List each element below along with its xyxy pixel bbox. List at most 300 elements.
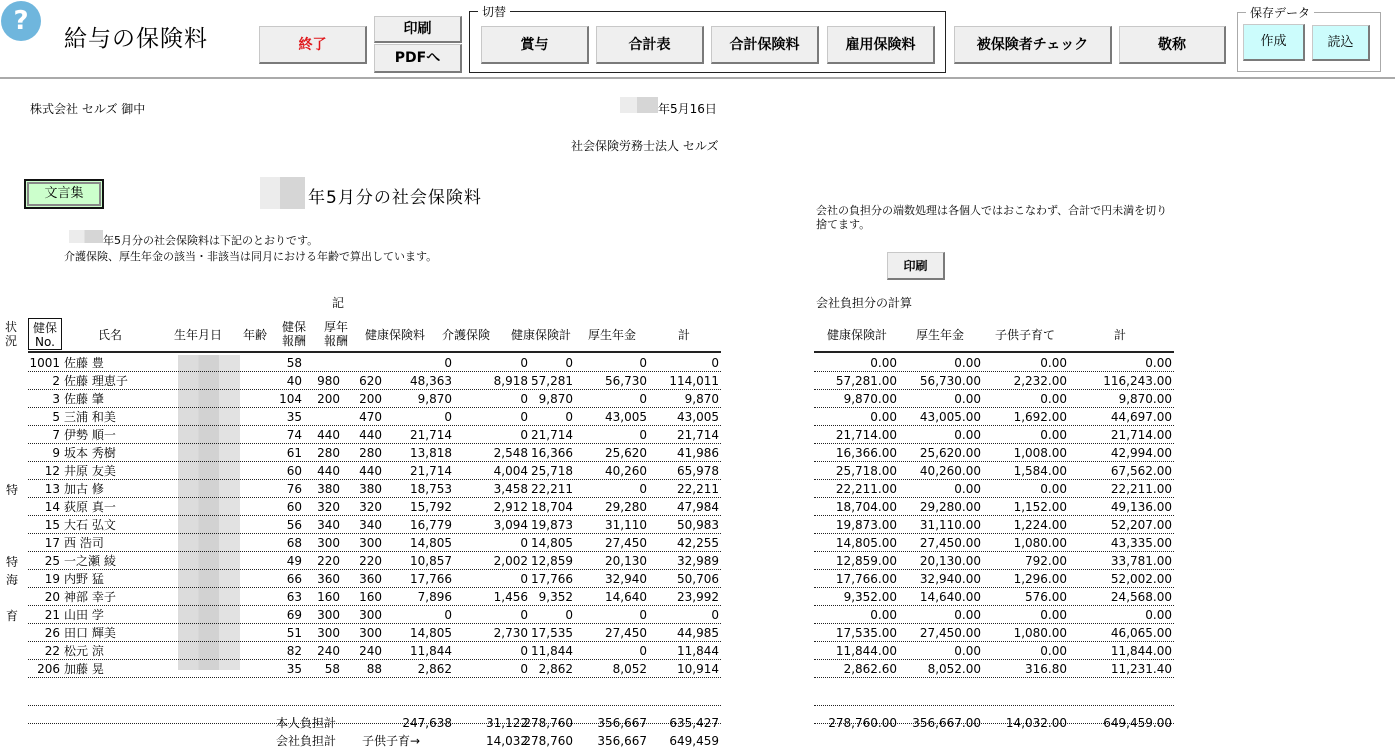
cell-child: 1,008.00 xyxy=(1013,446,1067,460)
cell-name: 神部 幸子 xyxy=(64,590,116,604)
cell-age: 66 xyxy=(286,572,302,586)
cell-health-fee: 48,363 xyxy=(410,374,452,388)
cell-health-total: 9,870.00 xyxy=(843,392,897,406)
cell-health-total: 19,873 xyxy=(531,518,573,532)
cell-kenpo-no: 7 xyxy=(52,428,60,442)
addressee: 株式会社 セルズ 御中 xyxy=(30,102,146,116)
cell-health-total: 16,366 xyxy=(531,446,573,460)
cell-pension: 27,450 xyxy=(605,626,647,640)
company-table-row xyxy=(814,624,1174,642)
company-total-pension: 356,667 xyxy=(597,734,647,748)
header-health-fee: 健康保険料 xyxy=(364,328,425,342)
company-table-row xyxy=(814,408,1174,426)
cell-age: 35 xyxy=(286,662,302,676)
cell-health-fee: 14,805 xyxy=(410,626,452,640)
cell-care: 0 xyxy=(520,536,528,550)
table-row[interactable] xyxy=(28,354,721,372)
table-row[interactable] xyxy=(28,642,721,660)
cell-age: 40 xyxy=(286,374,302,388)
cell-age: 104 xyxy=(279,392,302,406)
cell-health-total: 0.00 xyxy=(870,410,897,424)
company-table-row xyxy=(814,534,1174,552)
header-health-total: 健康保険計 xyxy=(510,328,571,342)
honorific-button[interactable]: 敬称 xyxy=(1119,26,1226,64)
cell-pension: 43,005 xyxy=(605,410,647,424)
cell-total: 41,986 xyxy=(677,446,719,460)
cell-age: 58 xyxy=(286,356,302,370)
cell-care: 2,548 xyxy=(493,446,528,460)
cell-kenpo-no: 14 xyxy=(44,500,60,514)
company-total-row xyxy=(28,732,721,750)
cell-total: 0.00 xyxy=(1145,356,1172,370)
right-header-pension: 厚生年金 xyxy=(915,328,964,342)
cell-total: 10,914 xyxy=(677,662,719,676)
company-total-total: 649,459 xyxy=(669,734,719,748)
right-total-total: 649,459.00 xyxy=(1103,716,1172,730)
company-table-row xyxy=(814,606,1174,624)
cell-age: 82 xyxy=(286,644,302,658)
cell-name: 井原 友美 xyxy=(64,464,116,478)
cell-care: 0 xyxy=(520,644,528,658)
cell-total: 44,985 xyxy=(677,626,719,640)
header-kosei-pay: 厚年報酬 xyxy=(323,320,348,348)
table-row[interactable] xyxy=(28,534,721,552)
cell-health-fee: 9,870 xyxy=(417,392,452,406)
cell-total: 46,065.00 xyxy=(1110,626,1172,640)
cell-health-total: 0.00 xyxy=(870,608,897,622)
cell-pension: 56,730.00 xyxy=(919,374,981,388)
cell-total: 21,714 xyxy=(677,428,719,442)
redacted-year xyxy=(69,230,103,243)
cell-kenpo-pay: 200 xyxy=(317,392,340,406)
cell-kenpo-pay: 440 xyxy=(317,428,340,442)
table-row[interactable] xyxy=(28,480,721,498)
right-header-total: 計 xyxy=(1113,328,1126,342)
company-table-row xyxy=(814,642,1174,660)
employee-total-health-fee: 247,638 xyxy=(402,716,452,730)
table-row[interactable] xyxy=(28,660,721,678)
cell-total: 52,002.00 xyxy=(1110,572,1172,586)
cell-pension: 32,940.00 xyxy=(919,572,981,586)
cell-age: 74 xyxy=(286,428,302,442)
cell-health-total: 14,805 xyxy=(531,536,573,550)
phrase-collection-button[interactable]: 文言集 xyxy=(24,179,104,209)
cell-total: 11,844 xyxy=(677,644,719,658)
cell-kenpo-no: 1001 xyxy=(29,356,60,370)
cell-kosei-pay: 360 xyxy=(359,572,382,586)
cell-kosei-pay: 300 xyxy=(359,626,382,640)
table-row[interactable] xyxy=(28,606,721,624)
cell-health-fee: 0 xyxy=(444,410,452,424)
cell-kosei-pay: 300 xyxy=(359,536,382,550)
table-row[interactable] xyxy=(28,408,721,426)
cell-total: 32,989 xyxy=(677,554,719,568)
cell-name: 一之瀬 綾 xyxy=(64,554,116,568)
employee-total-pension: 356,667 xyxy=(597,716,647,730)
cell-pension: 14,640.00 xyxy=(919,590,981,604)
table-row[interactable] xyxy=(28,390,721,408)
cell-health-total: 16,366.00 xyxy=(835,446,897,460)
table-row[interactable] xyxy=(28,372,721,390)
status-cell: 特 xyxy=(6,483,19,497)
company-total-care: 14,032 xyxy=(486,734,528,748)
intro-line-2: 介護保険、厚生年金の該当・非該当は同月における年齢で算出しています。 xyxy=(64,250,438,263)
cell-total: 116,243.00 xyxy=(1103,374,1172,388)
cell-health-total: 22,211 xyxy=(531,482,573,496)
summary-table-button[interactable]: 合計表 xyxy=(596,26,704,64)
cell-total: 52,207.00 xyxy=(1110,518,1172,532)
cell-care: 0 xyxy=(520,572,528,586)
cell-health-total: 57,281 xyxy=(531,374,573,388)
cell-care: 3,094 xyxy=(493,518,528,532)
cell-total: 65,978 xyxy=(677,464,719,478)
cell-total: 50,706 xyxy=(677,572,719,586)
cell-care: 2,912 xyxy=(493,500,528,514)
cell-pension: 56,730 xyxy=(605,374,647,388)
cell-name: 加藤 晃 xyxy=(64,662,104,676)
cell-kenpo-pay: 320 xyxy=(317,500,340,514)
cell-health-fee: 21,714 xyxy=(410,464,452,478)
cell-health-fee: 0 xyxy=(444,356,452,370)
cell-health-total: 9,870 xyxy=(538,392,573,406)
cell-age: 49 xyxy=(286,554,302,568)
redacted-year xyxy=(620,97,658,113)
table-row[interactable] xyxy=(28,516,721,534)
employee-total-health-total: 278,760 xyxy=(523,716,573,730)
company-print-button[interactable]: 印刷 xyxy=(887,252,945,280)
ki-label: 記 xyxy=(332,296,345,310)
cell-total: 43,005 xyxy=(677,410,719,424)
cell-pension: 40,260 xyxy=(605,464,647,478)
cell-health-fee: 2,862 xyxy=(417,662,452,676)
cell-kenpo-no: 20 xyxy=(44,590,60,604)
table-row[interactable] xyxy=(28,588,721,606)
cell-name: 佐藤 理恵子 xyxy=(64,374,128,388)
cell-kenpo-no: 25 xyxy=(44,554,60,568)
company-table-row xyxy=(814,552,1174,570)
cell-age: 35 xyxy=(286,410,302,424)
cell-health-fee: 18,753 xyxy=(410,482,452,496)
cell-health-total: 17,535.00 xyxy=(835,626,897,640)
cell-pension: 29,280.00 xyxy=(919,500,981,514)
cell-child: 0.00 xyxy=(1040,428,1067,442)
cell-health-total: 2,862 xyxy=(538,662,573,676)
cell-child: 576.00 xyxy=(1025,590,1067,604)
company-table-row xyxy=(814,570,1174,588)
cell-kosei-pay: 440 xyxy=(359,428,382,442)
total-insurance-button[interactable]: 合計保険料 xyxy=(711,26,819,64)
cell-age: 61 xyxy=(286,446,302,460)
table-row[interactable] xyxy=(28,552,721,570)
cell-child: 316.80 xyxy=(1025,662,1067,676)
cell-total: 11,844.00 xyxy=(1110,644,1172,658)
cell-care: 0 xyxy=(520,662,528,676)
cell-kenpo-pay: 240 xyxy=(317,644,340,658)
cell-name: 山田 学 xyxy=(64,608,104,622)
cell-kenpo-no: 17 xyxy=(44,536,60,550)
cell-child: 1,296.00 xyxy=(1013,572,1067,586)
intro-line-1: 年5月分の社会保険料は下記のとおりです。 xyxy=(103,234,319,247)
company-table-row xyxy=(814,372,1174,390)
cell-care: 0 xyxy=(520,356,528,370)
exit-button[interactable]: 終了 xyxy=(259,26,367,64)
cell-health-total: 19,873.00 xyxy=(835,518,897,532)
cell-kenpo-pay: 340 xyxy=(317,518,340,532)
child-label: 子供子育→ xyxy=(362,734,421,748)
cell-pension: 0.00 xyxy=(954,644,981,658)
cell-kosei-pay: 300 xyxy=(359,608,382,622)
cell-kenpo-no: 26 xyxy=(44,626,60,640)
cell-age: 76 xyxy=(286,482,302,496)
cell-name: 佐藤 豊 xyxy=(64,356,104,370)
cell-health-total: 9,352.00 xyxy=(843,590,897,604)
cell-health-total: 12,859.00 xyxy=(835,554,897,568)
cell-age: 63 xyxy=(286,590,302,604)
right-total-child: 14,032.00 xyxy=(1005,716,1067,730)
load-button[interactable]: 読込 xyxy=(1312,25,1370,61)
cell-pension: 27,450.00 xyxy=(919,626,981,640)
cell-kosei-pay: 220 xyxy=(359,554,382,568)
print-button[interactable]: 印刷 xyxy=(374,16,462,43)
cell-kenpo-no: 15 xyxy=(44,518,60,532)
cell-care: 4,004 xyxy=(493,464,528,478)
cell-kenpo-pay: 360 xyxy=(317,572,340,586)
bonus-button[interactable]: 賞与 xyxy=(481,26,589,64)
right-total-row xyxy=(814,714,1174,732)
header-age: 年齢 xyxy=(242,328,267,342)
cell-total: 9,870.00 xyxy=(1118,392,1172,406)
cell-pension: 0 xyxy=(639,482,647,496)
table-row[interactable] xyxy=(28,624,721,642)
cell-total: 67,562.00 xyxy=(1110,464,1172,478)
cell-health-fee: 11,844 xyxy=(410,644,452,658)
right-header-rule xyxy=(814,351,1174,353)
cell-health-total: 17,766.00 xyxy=(835,572,897,586)
cell-kosei-pay: 380 xyxy=(359,482,382,496)
cell-name: 西 浩司 xyxy=(64,536,104,550)
save-data-group-label: 保存データ xyxy=(1246,4,1314,21)
company-total-label: 会社負担計 xyxy=(276,734,337,748)
cell-kenpo-no: 9 xyxy=(52,446,60,460)
cell-health-fee: 21,714 xyxy=(410,428,452,442)
cell-kosei-pay: 200 xyxy=(359,392,382,406)
cell-total: 50,983 xyxy=(677,518,719,532)
left-header-rule xyxy=(28,351,721,353)
right-total-health: 278,760.00 xyxy=(828,716,897,730)
table-row[interactable] xyxy=(28,462,721,480)
cell-health-fee: 14,805 xyxy=(410,536,452,550)
cell-kenpo-pay: 160 xyxy=(317,590,340,604)
header-name: 氏名 xyxy=(97,328,122,342)
cell-kenpo-pay: 380 xyxy=(317,482,340,496)
cell-kenpo-pay: 220 xyxy=(317,554,340,568)
cell-name: 荻原 真一 xyxy=(64,500,116,514)
cell-child: 1,584.00 xyxy=(1013,464,1067,478)
company-table-row xyxy=(814,354,1174,372)
cell-health-total: 22,211.00 xyxy=(835,482,897,496)
cell-total: 44,697.00 xyxy=(1110,410,1172,424)
cell-kosei-pay: 280 xyxy=(359,446,382,460)
cell-health-total: 9,352 xyxy=(538,590,573,604)
cell-kosei-pay: 320 xyxy=(359,500,382,514)
cell-kenpo-no: 206 xyxy=(37,662,60,676)
cell-health-total: 0 xyxy=(565,410,573,424)
cell-pension: 0 xyxy=(639,428,647,442)
cell-care: 0 xyxy=(520,428,528,442)
cell-care: 0 xyxy=(520,608,528,622)
cell-pension: 20,130.00 xyxy=(919,554,981,568)
cell-health-total: 2,862.60 xyxy=(843,662,897,676)
document-heading: 年5月分の社会保険料 xyxy=(308,188,482,208)
cell-health-total: 17,535 xyxy=(531,626,573,640)
cell-pension: 31,110.00 xyxy=(919,518,981,532)
cell-kenpo-no: 12 xyxy=(44,464,60,478)
cell-kenpo-no: 22 xyxy=(44,644,60,658)
cell-health-total: 17,766 xyxy=(531,572,573,586)
cell-kenpo-no: 13 xyxy=(44,482,60,496)
cell-health-fee: 17,766 xyxy=(410,572,452,586)
table-row[interactable] xyxy=(28,426,721,444)
status-cell: 特 xyxy=(6,555,19,569)
cell-health-fee: 10,857 xyxy=(410,554,452,568)
cell-health-total: 14,805.00 xyxy=(835,536,897,550)
cell-total: 0 xyxy=(711,608,719,622)
cell-age: 60 xyxy=(286,500,302,514)
header-kenpo-pay: 健保報酬 xyxy=(281,320,306,348)
company-table-row xyxy=(814,462,1174,480)
cell-kosei-pay: 620 xyxy=(359,374,382,388)
cell-total: 9,870 xyxy=(684,392,719,406)
cell-health-total: 25,718 xyxy=(531,464,573,478)
table-row[interactable] xyxy=(28,570,721,588)
employee-total-label: 本人負担計 xyxy=(276,716,337,730)
cell-care: 2,730 xyxy=(493,626,528,640)
company-table-row xyxy=(814,426,1174,444)
company-total-health-total: 278,760 xyxy=(523,734,573,748)
switch-group-label: 切替 xyxy=(478,3,510,20)
cell-health-fee: 0 xyxy=(444,608,452,622)
company-table-row xyxy=(814,588,1174,606)
cell-pension: 8,052.00 xyxy=(927,662,981,676)
cell-name: 伊勢 順一 xyxy=(64,428,116,442)
right-header-child: 子供子育て xyxy=(994,328,1055,342)
cell-kenpo-pay: 300 xyxy=(317,626,340,640)
company-table-row xyxy=(814,444,1174,462)
header-pension: 厚生年金 xyxy=(587,328,636,342)
rounding-note: 会社の負担分の端数処理は各個人ではおこなわず、合計で円未満を切り捨てます。 xyxy=(816,204,1168,231)
pdf-button[interactable]: PDFへ xyxy=(374,44,462,73)
employee-total-total: 635,427 xyxy=(669,716,719,730)
cell-kosei-pay: 160 xyxy=(359,590,382,604)
cell-total: 22,211 xyxy=(677,482,719,496)
redacted-year xyxy=(260,177,305,209)
cell-name: 内野 猛 xyxy=(64,572,104,586)
cell-child: 1,692.00 xyxy=(1013,410,1067,424)
cell-kenpo-pay: 980 xyxy=(317,374,340,388)
cell-child: 1,152.00 xyxy=(1013,500,1067,514)
cell-pension: 29,280 xyxy=(605,500,647,514)
table-row[interactable] xyxy=(28,444,721,462)
cell-name: 田口 輝美 xyxy=(64,626,116,640)
cell-pension: 14,640 xyxy=(605,590,647,604)
employee-total-care: 31,122 xyxy=(486,716,528,730)
cell-health-fee: 7,896 xyxy=(417,590,452,604)
right-total-pension: 356,667.00 xyxy=(912,716,981,730)
cell-pension: 25,620 xyxy=(605,446,647,460)
cell-name: 松元 涼 xyxy=(64,644,104,658)
cell-name: 佐藤 肇 xyxy=(64,392,104,406)
cell-child: 0.00 xyxy=(1040,356,1067,370)
help-icon[interactable]: ? xyxy=(1,1,41,41)
cell-total: 0 xyxy=(711,356,719,370)
cell-kenpo-no: 19 xyxy=(44,572,60,586)
cell-pension: 0 xyxy=(639,608,647,622)
cell-child: 1,224.00 xyxy=(1013,518,1067,532)
cell-health-total: 57,281.00 xyxy=(835,374,897,388)
cell-kosei-pay: 470 xyxy=(359,410,382,424)
cell-total: 42,994.00 xyxy=(1110,446,1172,460)
cell-total: 23,992 xyxy=(677,590,719,604)
app-title: 給与の保険料 xyxy=(64,26,208,52)
issuer: 社会保険労務士法人 セルズ xyxy=(571,139,719,153)
company-table-row xyxy=(814,498,1174,516)
cell-kenpo-pay: 440 xyxy=(317,464,340,478)
employment-insurance-button[interactable]: 雇用保険料 xyxy=(827,26,935,64)
cell-care: 0 xyxy=(520,410,528,424)
status-cell: 育 xyxy=(6,609,19,623)
cell-health-fee: 13,818 xyxy=(410,446,452,460)
cell-pension: 0.00 xyxy=(954,608,981,622)
employee-total-row xyxy=(28,714,721,732)
cell-total: 114,011 xyxy=(669,374,719,388)
create-button[interactable]: 作成 xyxy=(1243,24,1305,61)
insured-check-button[interactable]: 被保険者チェック xyxy=(954,26,1112,64)
company-calc-title: 会社負担分の計算 xyxy=(816,296,913,310)
company-table-row xyxy=(814,660,1174,678)
cell-pension: 0 xyxy=(639,392,647,406)
cell-care: 2,002 xyxy=(493,554,528,568)
cell-age: 60 xyxy=(286,464,302,478)
cell-pension: 27,450 xyxy=(605,536,647,550)
cell-health-fee: 16,779 xyxy=(410,518,452,532)
cell-total: 22,211.00 xyxy=(1110,482,1172,496)
company-table-row xyxy=(814,516,1174,534)
cell-total: 49,136.00 xyxy=(1110,500,1172,514)
cell-health-total: 21,714 xyxy=(531,428,573,442)
cell-name: 加古 修 xyxy=(64,482,104,496)
status-cell: 海 xyxy=(6,573,19,587)
cell-health-total: 18,704 xyxy=(531,500,573,514)
table-row[interactable] xyxy=(28,498,721,516)
cell-total: 42,255 xyxy=(677,536,719,550)
cell-pension: 25,620.00 xyxy=(919,446,981,460)
cell-total: 47,984 xyxy=(677,500,719,514)
cell-pension: 0.00 xyxy=(954,392,981,406)
cell-total: 11,231.40 xyxy=(1110,662,1172,676)
cell-pension: 43,005.00 xyxy=(919,410,981,424)
cell-child: 0.00 xyxy=(1040,608,1067,622)
cell-health-total: 25,718.00 xyxy=(835,464,897,478)
toolbar-divider xyxy=(0,77,1395,79)
cell-kenpo-pay: 300 xyxy=(317,608,340,622)
cell-pension: 0.00 xyxy=(954,356,981,370)
cell-pension: 27,450.00 xyxy=(919,536,981,550)
cell-pension: 20,130 xyxy=(605,554,647,568)
cell-health-total: 11,844 xyxy=(531,644,573,658)
cell-kenpo-no: 21 xyxy=(44,608,60,622)
cell-health-total: 21,714.00 xyxy=(835,428,897,442)
header-kenpo-no: 健保No. xyxy=(28,318,62,350)
